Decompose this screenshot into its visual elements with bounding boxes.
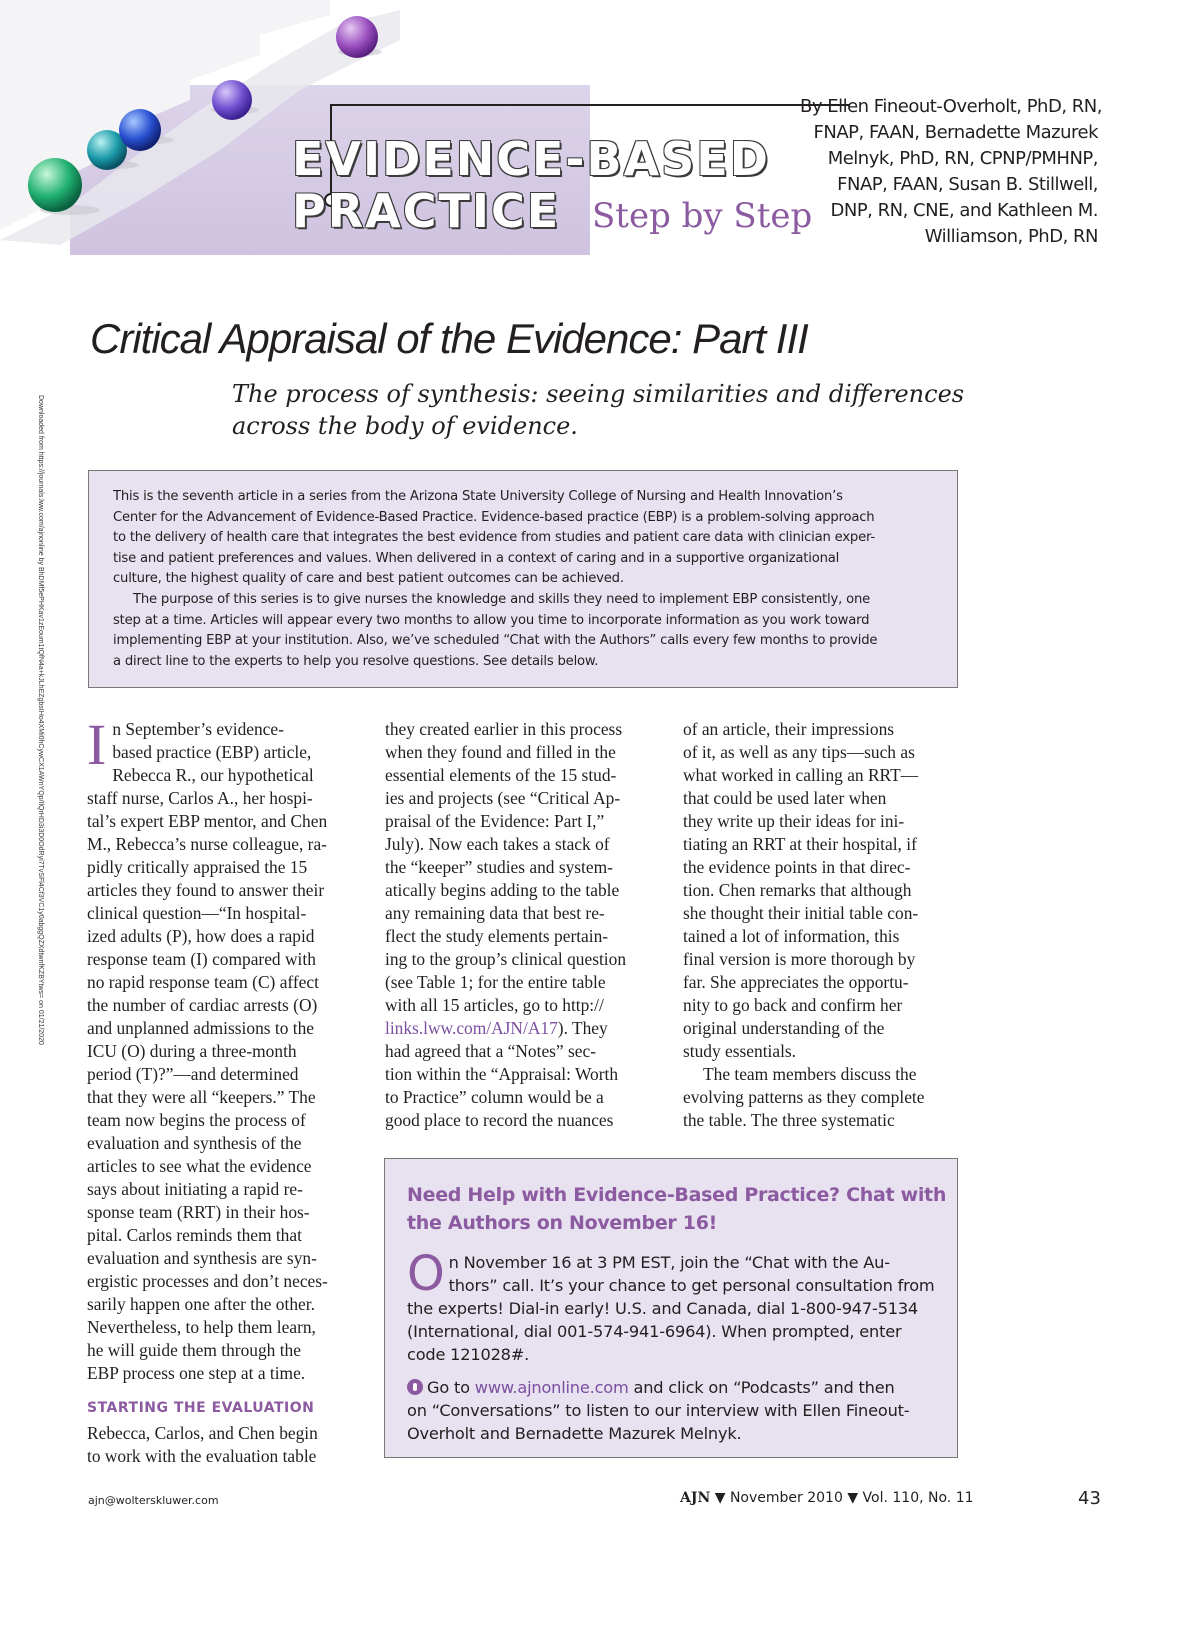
body-line: July). Now each takes a stack of xyxy=(385,834,610,854)
series-title-line1: EVIDENCE-BASED xyxy=(292,132,770,186)
body-line: articles to see what the evidence xyxy=(87,1156,312,1176)
body-line: they created earlier in this process xyxy=(385,719,623,739)
body-line: and unplanned admissions to the xyxy=(87,1018,315,1038)
link-trailing-text: ). They xyxy=(557,1018,608,1038)
body-line: that they were all “keepers.” The xyxy=(87,1087,316,1107)
body-line: tal’s expert EBP mentor, and Chen xyxy=(87,811,328,831)
body-line: nity to go back and confirm her xyxy=(683,995,903,1015)
body-line: of it, as well as any tips—such as xyxy=(683,742,915,762)
body-line: ergistic processes and don’t neces- xyxy=(87,1271,328,1291)
chat-line: n November 16 at 3 PM EST, join the “Chat with the Au- xyxy=(448,1253,890,1272)
intro-line: implementing EBP at your institution. Also, we’ve scheduled “Chat with the Authors” calls every few months to provide xyxy=(113,633,878,649)
body-line: to Practice” column would be a xyxy=(385,1087,604,1107)
purple-sphere xyxy=(336,16,378,58)
body-line: period (T)?”—and determined xyxy=(87,1064,299,1084)
chat-line: code 121028#. xyxy=(407,1345,530,1364)
body-line: that could be used later when xyxy=(683,788,887,808)
intro-line: tise and patient preferences and values. When delivered in a context of caring and in a supportive organizational xyxy=(113,550,840,566)
chat-line: on “Conversations” to listen to our interview with Ellen Fineout- xyxy=(407,1401,910,1420)
body-line: tion. Chen remarks that although xyxy=(683,880,912,900)
body-line: to work with the evaluation table xyxy=(87,1446,317,1466)
sidenote-text: Downloaded from https://journals.lww.com/ajnonline by BhDMf5ePHKav1zEoum1tQfN4a+kJLhEZgbsIHo4XMi0hCywCX1AWnYQp/IlQrHD3i3D0OdRyi7TvSFl4Cf3VC1y0abggQZXdtwnfKZBYtws= on 01/21/2020 xyxy=(37,395,44,1045)
body-line: ized adults (P), how does a rapid xyxy=(87,926,315,946)
intro-line: a direct line to the experts to help you resolve questions. See details below. xyxy=(113,653,599,669)
page-number: 43 xyxy=(1078,1488,1101,1509)
body-line: evolving patterns as they complete xyxy=(683,1087,925,1107)
chat-title-line: the Authors on November 16! xyxy=(407,1212,717,1234)
body-line: n September’s evidence- xyxy=(112,719,284,739)
download-sidenote xyxy=(32,395,46,1095)
chat-title-line: Need Help with Evidence-Based Practice? Chat with xyxy=(407,1184,947,1206)
body-line: praisal of the Evidence: Part I,” xyxy=(385,811,605,831)
article-subtitle xyxy=(232,378,992,442)
article-title: Critical Appraisal of the Evidence: Part III xyxy=(90,315,808,362)
body-column-1 xyxy=(87,712,369,1468)
body-line: the “keeper” studies and system- xyxy=(385,857,613,877)
body-line: tion within the “Appraisal: Worth xyxy=(385,1064,619,1084)
body-line: Rebecca, Carlos, and Chen begin xyxy=(87,1423,318,1443)
byline-line: DNP, RN, CNE, and Kathleen M. xyxy=(830,200,1098,221)
body-line: when they found and filled in the xyxy=(385,742,616,762)
podcast-note xyxy=(407,1376,935,1445)
footer-email: ajn@wolterskluwer.com xyxy=(88,1494,219,1507)
intro-line: This is the seventh article in a series from the Arizona State University College of Nursing and Health Innovation’s xyxy=(113,489,843,504)
body-line: he will guide them through the xyxy=(87,1340,301,1360)
ajnonline-link[interactable]: www.ajnonline.com xyxy=(474,1378,629,1397)
chat-line: Overholt and Bernadette Mazurek Melnyk. xyxy=(407,1424,742,1443)
podcast-icon xyxy=(407,1379,423,1395)
body-line: she thought their initial table con- xyxy=(683,903,919,923)
body-line: sarily happen one after the other. xyxy=(87,1294,315,1314)
chat-box-body xyxy=(407,1246,935,1366)
chat-box-title xyxy=(407,1181,947,1237)
body-line: original understanding of the xyxy=(683,1018,885,1038)
section-heading: STARTING THE EVALUATION xyxy=(87,1400,315,1416)
body-line: far. She appreciates the opportu- xyxy=(683,972,909,992)
body-column-2 xyxy=(385,718,667,1132)
issue-info: ▼ November 2010 ▼ Vol. 110, No. 11 xyxy=(710,1490,974,1506)
body-line: ing to the group’s clinical question xyxy=(385,949,627,969)
body-line: what worked in calling an RRT— xyxy=(683,765,919,785)
body-line: clinical question—“In hospital- xyxy=(87,903,307,923)
body-line: staff nurse, Carlos A., her hospi- xyxy=(87,788,313,808)
journal-name: AJN xyxy=(680,1490,711,1506)
body-line: the number of cardiac arrests (O) xyxy=(87,995,318,1015)
body-line: ICU (O) during a three-month xyxy=(87,1041,297,1061)
blue-sphere xyxy=(119,109,161,151)
body-line: Rebecca R., our hypothetical xyxy=(112,765,314,785)
body-line: flect the study elements pertain- xyxy=(385,926,609,946)
byline-line: By Ellen Fineout-Overholt, PhD, RN, xyxy=(800,96,1102,117)
body-line: tained a lot of information, this xyxy=(683,926,900,946)
body-line: the table. The three systematic xyxy=(683,1110,895,1130)
chat-with-authors-box xyxy=(384,1158,958,1458)
chat-line: (International, dial 001-574-941-6964). When prompted, enter xyxy=(407,1322,902,1341)
podcast-pre-text: Go to xyxy=(427,1378,475,1397)
intro-line: culture, the highest quality of care and best patient outcomes can be achieved. xyxy=(113,571,624,587)
drop-cap: O xyxy=(407,1246,445,1302)
chat-line: thors” call. It’s your chance to get personal consultation from xyxy=(448,1276,935,1295)
table-link[interactable]: links.lww.com/AJN/A17 xyxy=(385,1018,558,1038)
body-line: articles they found to answer their xyxy=(87,880,325,900)
body-line: atically begins adding to the table xyxy=(385,880,620,900)
subtitle-line: across the body of evidence. xyxy=(232,412,578,440)
body-line: The team members discuss the xyxy=(703,1064,917,1084)
intro-line: Center for the Advancement of Evidence-Based Practice. Evidence-based practice (EBP) is a problem-solving approach xyxy=(113,509,875,525)
body-line: any remaining data that best re- xyxy=(385,903,605,923)
subtitle-line: The process of synthesis: seeing similarities and differences xyxy=(232,380,965,408)
body-line: no rapid response team (C) affect xyxy=(87,972,319,992)
chat-line: the experts! Dial-in early! U.S. and Canada, dial 1-800-947-5134 xyxy=(407,1299,919,1318)
body-line: had agreed that a “Notes” sec- xyxy=(385,1041,596,1061)
series-subtitle: Step by Step xyxy=(592,196,813,236)
body-line: essential elements of the 15 stud- xyxy=(385,765,617,785)
body-line: study essentials. xyxy=(683,1041,797,1061)
body-line: evaluation and synthesis of the xyxy=(87,1133,302,1153)
series-intro-box xyxy=(88,470,958,688)
indigo-sphere xyxy=(212,80,252,120)
body-line: good place to record the nuances xyxy=(385,1110,614,1130)
body-line: tiating an RRT at their hospital, if xyxy=(683,834,917,854)
body-column-3 xyxy=(683,718,965,1132)
body-line: response team (I) compared with xyxy=(87,949,316,969)
author-byline xyxy=(800,94,1102,250)
chat-line xyxy=(407,1376,935,1399)
body-line xyxy=(385,1017,667,1040)
footer-journal-info xyxy=(680,1490,974,1506)
drop-cap: I xyxy=(87,712,107,777)
green-sphere xyxy=(28,158,82,212)
body-line: final version is more thorough by xyxy=(683,949,916,969)
body-line: with all 15 articles, go to http:// xyxy=(385,995,604,1015)
byline-line: FNAP, FAAN, Bernadette Mazurek xyxy=(813,122,1098,143)
body-line: based practice (EBP) article, xyxy=(112,742,312,762)
body-line: of an article, their impressions xyxy=(683,719,895,739)
body-line: pidly critically appraised the 15 xyxy=(87,857,308,877)
intro-line: The purpose of this series is to give nurses the knowledge and skills they need to implement EBP consistently, one xyxy=(133,591,871,607)
byline-line: Melnyk, PhD, RN, CPNP/PMHNP, xyxy=(827,148,1098,169)
body-line: (see Table 1; for the entire table xyxy=(385,972,606,992)
body-line: says about initiating a rapid re- xyxy=(87,1179,303,1199)
body-line: team now begins the process of xyxy=(87,1110,306,1130)
intro-line: to the delivery of health care that integrates the best evidence from studies and patient care data with clinician exper- xyxy=(113,530,875,546)
series-title-line2: PRACTICE xyxy=(292,184,561,238)
body-line: M., Rebecca’s nurse colleague, ra- xyxy=(87,834,327,854)
banner-rule-horizontal xyxy=(330,104,850,106)
body-line: evaluation and synthesis are syn- xyxy=(87,1248,317,1268)
intro-line: step at a time. Articles will appear every two months to allow you time to incorporate information as you work toward xyxy=(113,612,870,628)
byline-line: FNAP, FAAN, Susan B. Stillwell, xyxy=(837,174,1098,195)
body-line: they write up their ideas for ini- xyxy=(683,811,905,831)
body-line: Nevertheless, to help them learn, xyxy=(87,1317,316,1337)
podcast-post-text: and click on “Podcasts” and then xyxy=(628,1378,895,1397)
byline-line: Williamson, PhD, RN xyxy=(924,226,1098,247)
body-line: sponse team (RRT) in their hos- xyxy=(87,1202,310,1222)
body-line: the evidence points in that direc- xyxy=(683,857,911,877)
body-line: pital. Carlos reminds them that xyxy=(87,1225,302,1245)
body-line: EBP process one step at a time. xyxy=(87,1363,306,1383)
body-line: ies and projects (see “Critical Ap- xyxy=(385,788,621,808)
